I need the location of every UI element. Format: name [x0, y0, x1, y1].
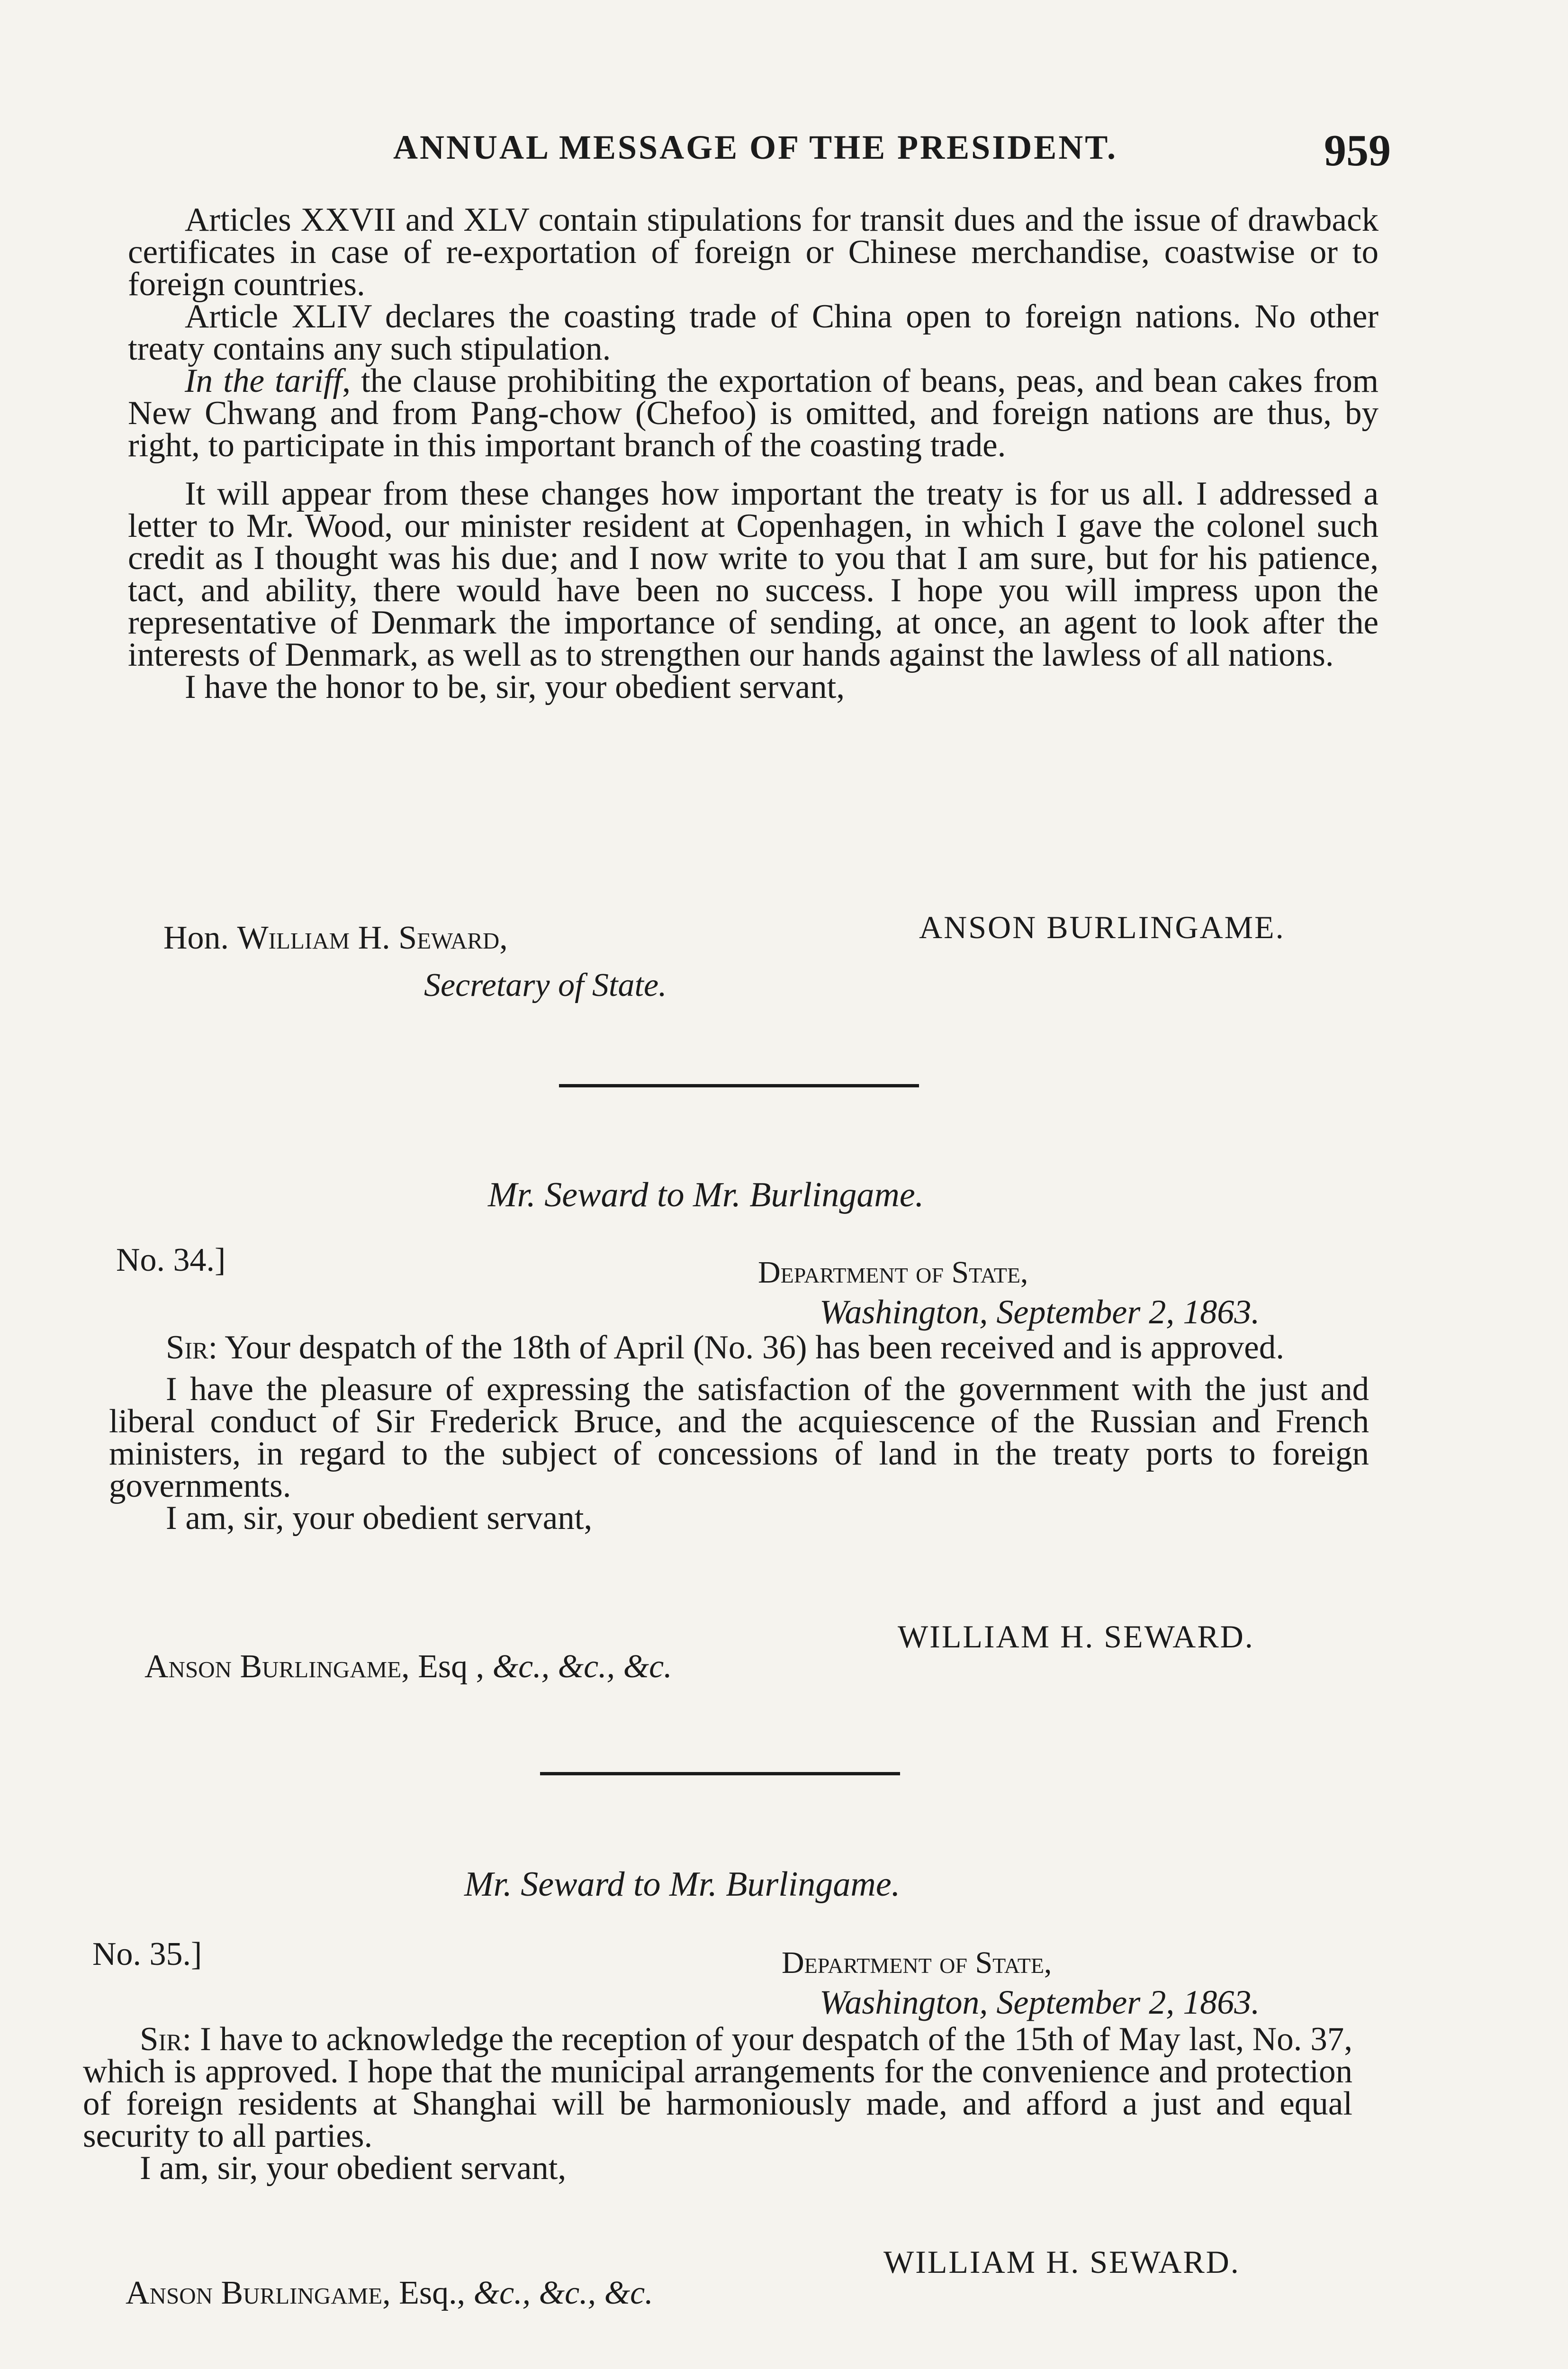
signature-seward: WILLIAM H. SEWARD. — [883, 2244, 1240, 2280]
tariff-lead: In the tariff — [185, 362, 342, 399]
addressee-etc: &c., &c., &c. — [492, 1648, 672, 1685]
paragraph-coasting-trade: Article XLIV declares the coasting trade of China open to foreign nations. No other treaty contains any such stipulation. — [128, 298, 1379, 367]
addressee-esq: , Esq., — [382, 2275, 474, 2311]
letter1-body — [109, 1329, 1369, 1537]
page-header — [0, 128, 1568, 180]
letter-number: No. 34.] — [116, 1242, 226, 1278]
addressee-line — [163, 919, 508, 957]
letter1-closing: I am, sir, your obedient servant, — [166, 1500, 593, 1537]
addressee-prefix: Hon. — [163, 920, 237, 956]
letter2-para1-text: I have to acknowledge the reception of your despatch of the 15th of May last, No. 37, which is approved. I hope that the municipal arrangements for the convenience and protection of foreign residents at Shanghai will be harmoniously made, and afford a just and equal security to all parties. — [83, 2021, 1352, 2154]
department-line: Department of State, — [758, 1255, 1028, 1290]
running-head: ANNUAL MESSAGE OF THE PRESIDENT. — [393, 128, 1117, 166]
letter-heading: Mr. Seward to Mr. Burlingame. — [464, 1865, 901, 1904]
signature-seward: WILLIAM H. SEWARD. — [898, 1619, 1254, 1655]
page-number: 959 — [1324, 126, 1391, 175]
paragraph-treaty-importance: It will appear from these changes how important the treaty is for us all. I addressed a letter to Mr. Wood, our minister resident at Copenhagen, in which I gave the colonel such credit as I thought was his due; and I now write to you that I am sure, but for his patience, tact, and ability, there would have been no success. I hope you will impress upon the representative of Denmark the importance of sending, at once, an agent to look after the interests of Denmark, as well as to strengthen our hands against the lawless of all nations. — [128, 475, 1379, 673]
dateline: Washington, September 2, 1863. — [820, 1293, 1260, 1331]
letter2-body — [83, 2021, 1352, 2187]
addressee-name: William H. Seward, — [237, 920, 508, 956]
section-divider — [559, 1084, 919, 1087]
paragraph-articles-transit: Articles XXVII and XLV contain stipulations for transit dues and the issue of drawback certificates in case of re-exportation of foreign or Chinese merchandise, coastwise or to foreign countries. — [128, 201, 1379, 303]
letter1-paragraph-2: I have the pleasure of expressing the satisfaction of the government with the just and liberal conduct of Sir Frederick Bruce, and the acquiescence of the Russian and French ministers, in regard to the subject of concessions of land in the treaty ports to foreign governments. — [109, 1371, 1369, 1504]
top-text-block — [128, 201, 1379, 705]
letter2-addressee — [126, 2274, 653, 2312]
addressee-etc: &c., &c., &c. — [473, 2275, 653, 2311]
addressee-title: Secretary of State. — [424, 967, 667, 1004]
dateline: Washington, September 2, 1863. — [820, 1983, 1260, 2021]
letter2-paragraph-1 — [83, 2023, 1352, 2152]
closing-line: I have the honor to be, sir, your obedient servant, — [185, 669, 845, 705]
paragraph-tariff — [128, 362, 1379, 464]
salutation: Sir: — [166, 1329, 218, 1366]
addressee-name: Anson Burlingame — [126, 2275, 383, 2311]
tariff-rest: , the clause prohibiting the exportation of beans, peas, and bean cakes from New Chwang and from Pang-chow (Chefoo) is omitted, and foreign nations are thus, by right, to participate in this important branch of the coasting trade. — [128, 362, 1379, 464]
letter1-para1-text: Your despatch of the 18th of April (No. 36) has been received and is approved. — [217, 1329, 1284, 1366]
letter-number: No. 35.] — [92, 1936, 202, 1972]
department-line: Department of State, — [782, 1945, 1052, 1980]
letter-heading: Mr. Seward to Mr. Burlingame. — [488, 1175, 924, 1214]
section-divider — [540, 1772, 900, 1775]
salutation: Sir: — [140, 2021, 192, 2058]
addressee-esq: , Esq , — [401, 1648, 493, 1685]
letter1-addressee — [144, 1648, 672, 1686]
signature-burlingame: ANSON BURLINGAME. — [919, 909, 1285, 945]
addressee-name: Anson Burlingame — [144, 1648, 402, 1685]
letter2-closing: I am, sir, your obedient servant, — [140, 2150, 567, 2187]
letter1-paragraph-1 — [109, 1331, 1369, 1364]
